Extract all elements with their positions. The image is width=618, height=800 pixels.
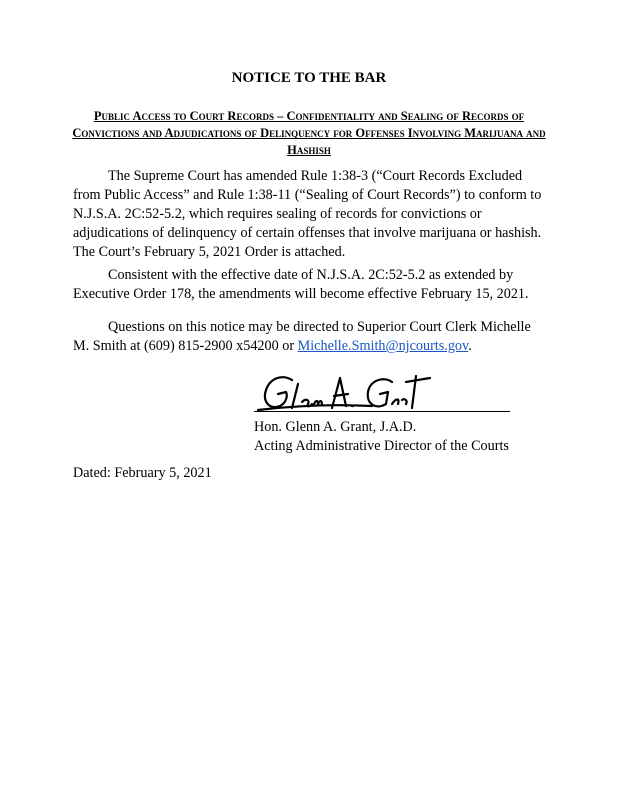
signatory-title: Acting Administrative Director of the Courts [254,438,509,454]
body-paragraph-3 [73,318,547,356]
body-paragraph-1: The Supreme Court has amended Rule 1:38-3 (“Court Records Excluded from Public Access” and Rule 1:38-11 (“Sealing of Court Records”) to conform to N.J.S.A. 2C:52-5.2, which requires sealing of records for convictions or adjudications of delinquency of certain offenses that involve marijuana or hashish. The Court’s February 5, 2021 Order is attached. [73,168,542,260]
email-link[interactable]: Michelle.Smith@njcourts.gov [297,338,469,354]
paragraph-3-end: . [468,338,472,354]
body-paragraph-2: Consistent with the effective date of N.J.S.A. 2C:52-5.2 as extended by Executive Order 178, the amendments will become effective February 15, 2021. [73,267,529,302]
signatory-name: Hon. Glenn A. Grant, J.A.D. [254,419,417,435]
paragraph-3-text: Questions on this notice may be directed to Superior Court Clerk Michelle M. Smith at (609) 815-2900 x54200 or [73,319,531,354]
date-line: Dated: February 5, 2021 [73,465,212,481]
notice-subtitle: Public Access to Court Records – Confidentiality and Sealing of Records of Convictions and Adjudications of Delinquency for Offenses Involving Marijuana and Hashish [72,109,546,157]
notice-title: NOTICE TO THE BAR [231,70,387,86]
signature-line [254,411,510,412]
